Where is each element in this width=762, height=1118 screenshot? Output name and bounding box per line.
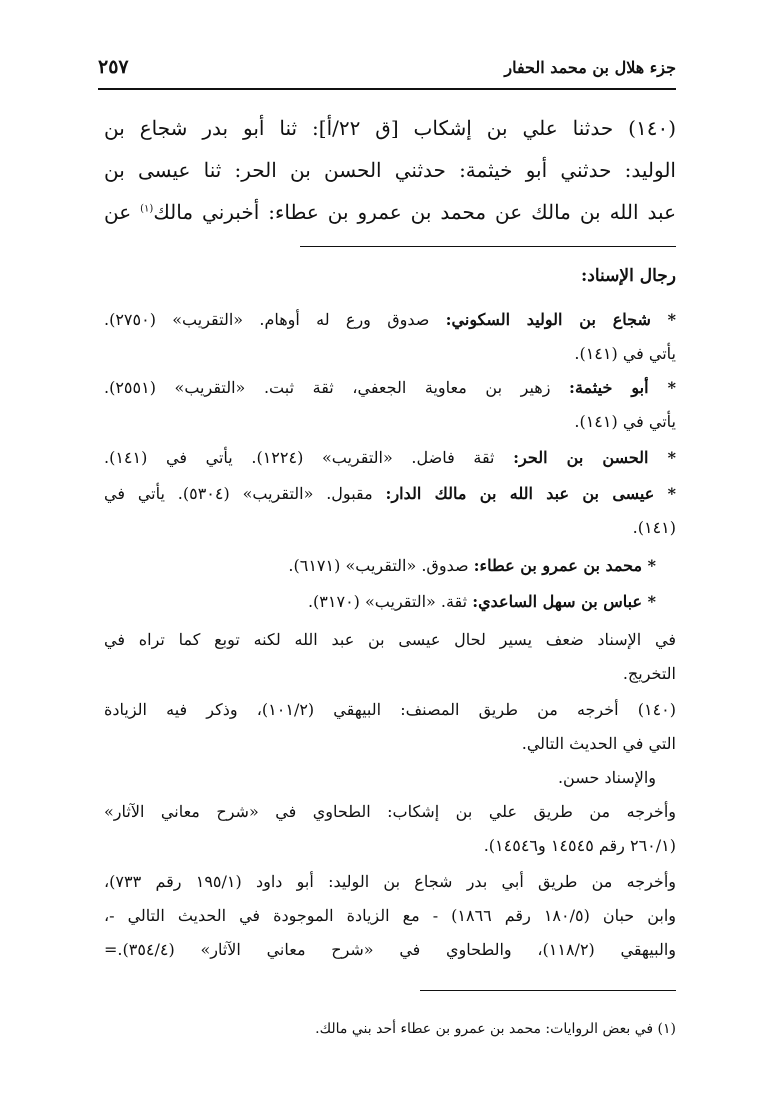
narrator-1-name: * شجاع بن الوليد السكوني: — [445, 310, 677, 329]
assessment-line-2: التخريج. — [622, 664, 676, 683]
takhrij-2: والإسناد حسن. — [557, 768, 656, 787]
hadith-line-3-end: عن — [104, 200, 141, 224]
footnote-text: في بعض الروايات: محمد بن عمرو بن عطاء أحد بني مالك. — [315, 1021, 658, 1037]
header-rule — [98, 88, 676, 90]
narrator-6-text: ثقة. «التقريب» (٣١٧٠). — [307, 592, 473, 611]
running-header-title: جزء هلال بن محمد الحفار — [504, 58, 676, 77]
page-number: ٢٥٧ — [98, 56, 129, 78]
narrators-heading: رجال الإسناد: — [581, 266, 676, 286]
footnote — [315, 1021, 676, 1037]
narrator-2-cont: يأتي في (١٤١). — [574, 412, 676, 431]
hadith-line-3-main: عبد الله بن مالك عن محمد بن عمرو بن عطاء: أخبرني مالك — [153, 200, 676, 224]
section-divider — [300, 246, 676, 247]
assessment-line-1: في الإسناد ضعف يسير لحال عيسى بن عبد الله لكنه توبع كما تراه في — [104, 630, 676, 649]
narrator-4 — [104, 484, 676, 503]
narrator-2-text: زهير بن معاوية الجعفي، ثقة ثبت. «التقريب» (٢٥٥١). — [104, 378, 570, 397]
footnote-ref-1[interactable]: (١) — [140, 203, 154, 215]
narrator-5 — [288, 556, 656, 575]
narrator-1-cont: يأتي في (١٤١). — [574, 344, 676, 363]
takhrij-1b: التي في الحديث التالي. — [521, 734, 676, 753]
narrator-4-name: * عيسى بن عبد الله بن مالك الدار: — [385, 484, 676, 503]
takhrij-4b: وابن حبان (١٨٠/٥ رقم ١٨٦٦) - مع الزيادة الموجودة في الحديث التالي -، — [104, 906, 677, 925]
narrator-3-text: ثقة فاضل. «التقريب» (١٢٢٤). يأتي في (١٤١). — [104, 448, 514, 467]
hadith-line-3 — [104, 200, 676, 224]
narrator-4-cont: (١٤١). — [632, 518, 676, 537]
narrator-3-name: * الحسن بن الحر: — [513, 448, 676, 467]
narrator-2-name: * أبو خيثمة: — [569, 378, 677, 397]
narrator-2 — [104, 378, 676, 397]
takhrij-1a: (١٤٠) أخرجه من طريق المصنف: البيهقي (١٠١/٢)، وذكر فيه الزيادة — [104, 700, 677, 719]
takhrij-4c: والبيهقي (١١٨/٢)، والطحاوي في «شرح معاني الآثار» (٣٥٤/٤).= — [104, 940, 676, 959]
narrator-3 — [104, 448, 676, 467]
takhrij-3a: وأخرجه من طريق علي بن إشكاب: الطحاوي في «شرح معاني الآثار» — [104, 802, 676, 821]
footnote-divider — [420, 990, 676, 991]
narrator-1-text: صدوق ورع له أوهام. «التقريب» (٢٧٥٠). — [104, 310, 446, 329]
takhrij-3b: (٢٦٠/١ رقم ١٤٥٤٥ و١٤٥٤٦). — [483, 836, 676, 855]
narrator-6 — [308, 592, 656, 611]
takhrij-4a: وأخرجه من طريق أبي بدر شجاع بن الوليد: أبو داود (١٩٥/١ رقم ٧٣٣)، — [104, 872, 676, 891]
narrator-6-name: * عباس بن سهل الساعدي: — [472, 592, 656, 611]
footnote-marker: (١) — [657, 1021, 676, 1037]
hadith-line-2: الوليد: حدثني أبو خيثمة: حدثني الحسن بن الحر: ثنا عيسى بن — [104, 158, 676, 182]
narrator-1 — [104, 310, 676, 329]
narrator-5-text: صدوق. «التقريب» (٦١٧١). — [288, 556, 474, 575]
hadith-line-1: (١٤٠) حدثنا علي بن إشكاب [ق ٢٢/أ]: ثنا أبو بدر شجاع بن — [104, 116, 676, 140]
narrator-5-name: * محمد بن عمرو بن عطاء: — [473, 556, 656, 575]
narrator-4-text: مقبول. «التقريب» (٥٣٠٤). يأتي في — [104, 484, 386, 503]
